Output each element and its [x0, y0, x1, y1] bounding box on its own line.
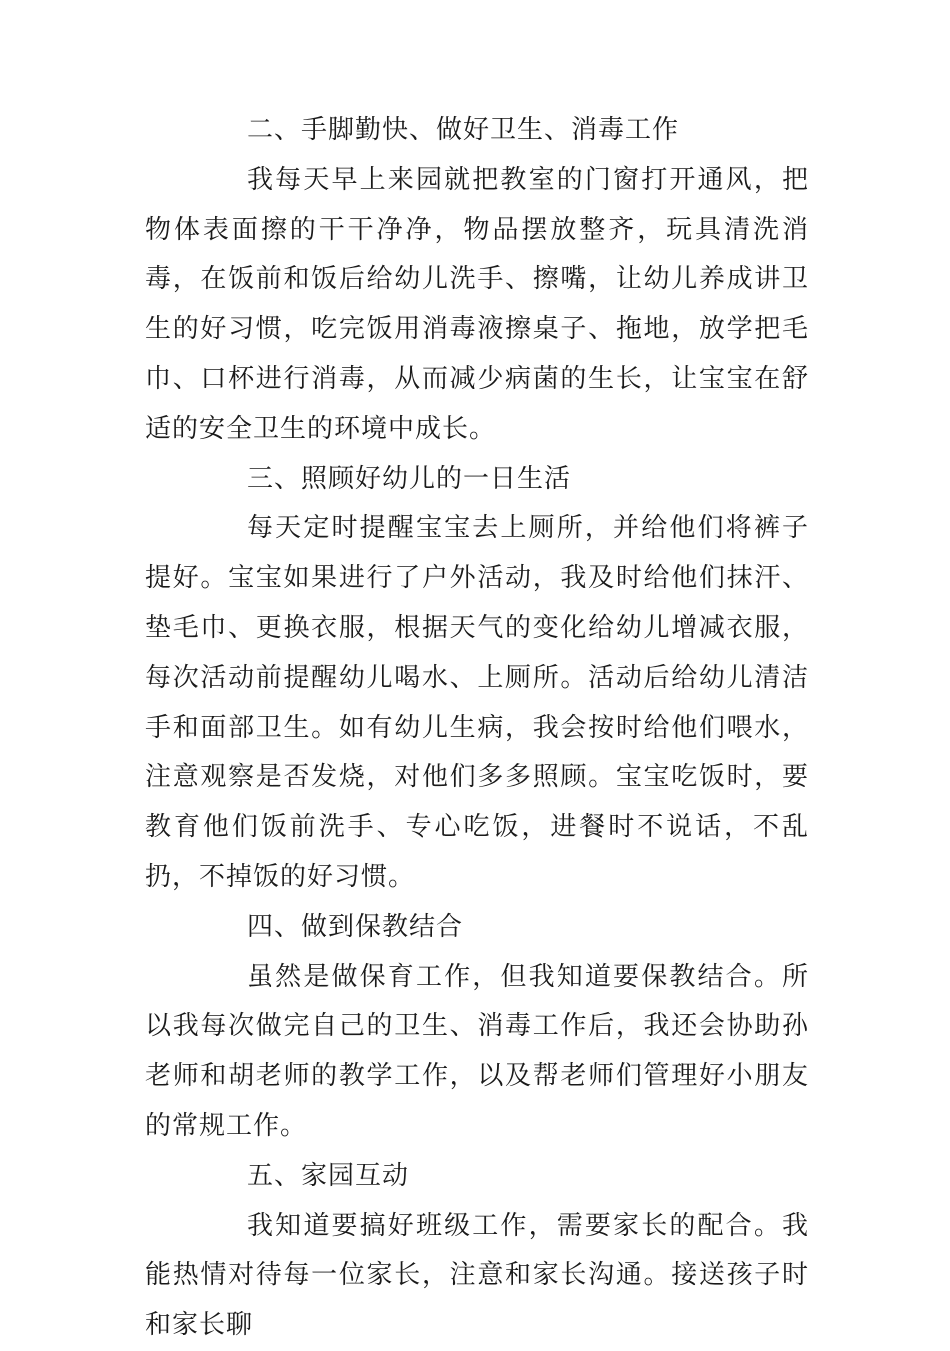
section-paragraph: 虽然是做保育工作，但我知道要保教结合。所以我每次做完自己的卫生、消毒工作后，我还会协助孙老师和胡老师的教学工作，以及帮老师们管理好小朋友的常规工作。	[145, 961, 809, 1141]
section-paragraph: 每天定时提醒宝宝去上厕所，并给他们将裤子提好。宝宝如果进行了户外活动，我及时给他们抹汗、垫毛巾、更换衣服，根据天气的变化给幼儿增减衣服，每次活动前提醒幼儿喝水、上厕所。活动后给幼儿清洁手和面部卫生。如有幼儿生病，我会按时给他们喂水，注意观察是否发烧，对他们多多照顾。宝宝吃饭时，要教育他们饭前洗手、专心吃饭，进餐时不说话，不乱扔，不掉饭的好习惯。	[145, 513, 809, 892]
section-paragraph: 我每天早上来园就把教室的门窗打开通风，把物体表面擦的干干净净，物品摆放整齐，玩具清洗消毒，在饭前和饭后给幼儿洗手、擦嘴，让幼儿养成讲卫生的好习惯，吃完饭用消毒液擦桌子、拖地，放学把毛巾、口杯进行消毒，从而减少病菌的生长，让宝宝在舒适的安全卫生的环境中成长。	[145, 164, 809, 444]
section-heading: 二、手脚勤快、做好卫生、消毒工作	[247, 115, 680, 145]
section-daily-care	[145, 455, 809, 903]
section-heading: 四、做到保教结合	[247, 911, 464, 942]
section-heading: 三、照顾好幼儿的一日生活	[247, 463, 572, 494]
section-care-and-education	[145, 903, 809, 1152]
section-paragraph: 我知道要搞好班级工作，需要家长的配合。我能热情对待每一位家长，注意和家长沟通。接送孩子时和家长聊	[145, 1210, 809, 1341]
section-heading: 五、家园互动	[247, 1160, 410, 1191]
section-home-school	[145, 1152, 809, 1351]
section-hygiene	[145, 106, 809, 455]
document-body	[145, 106, 809, 1351]
